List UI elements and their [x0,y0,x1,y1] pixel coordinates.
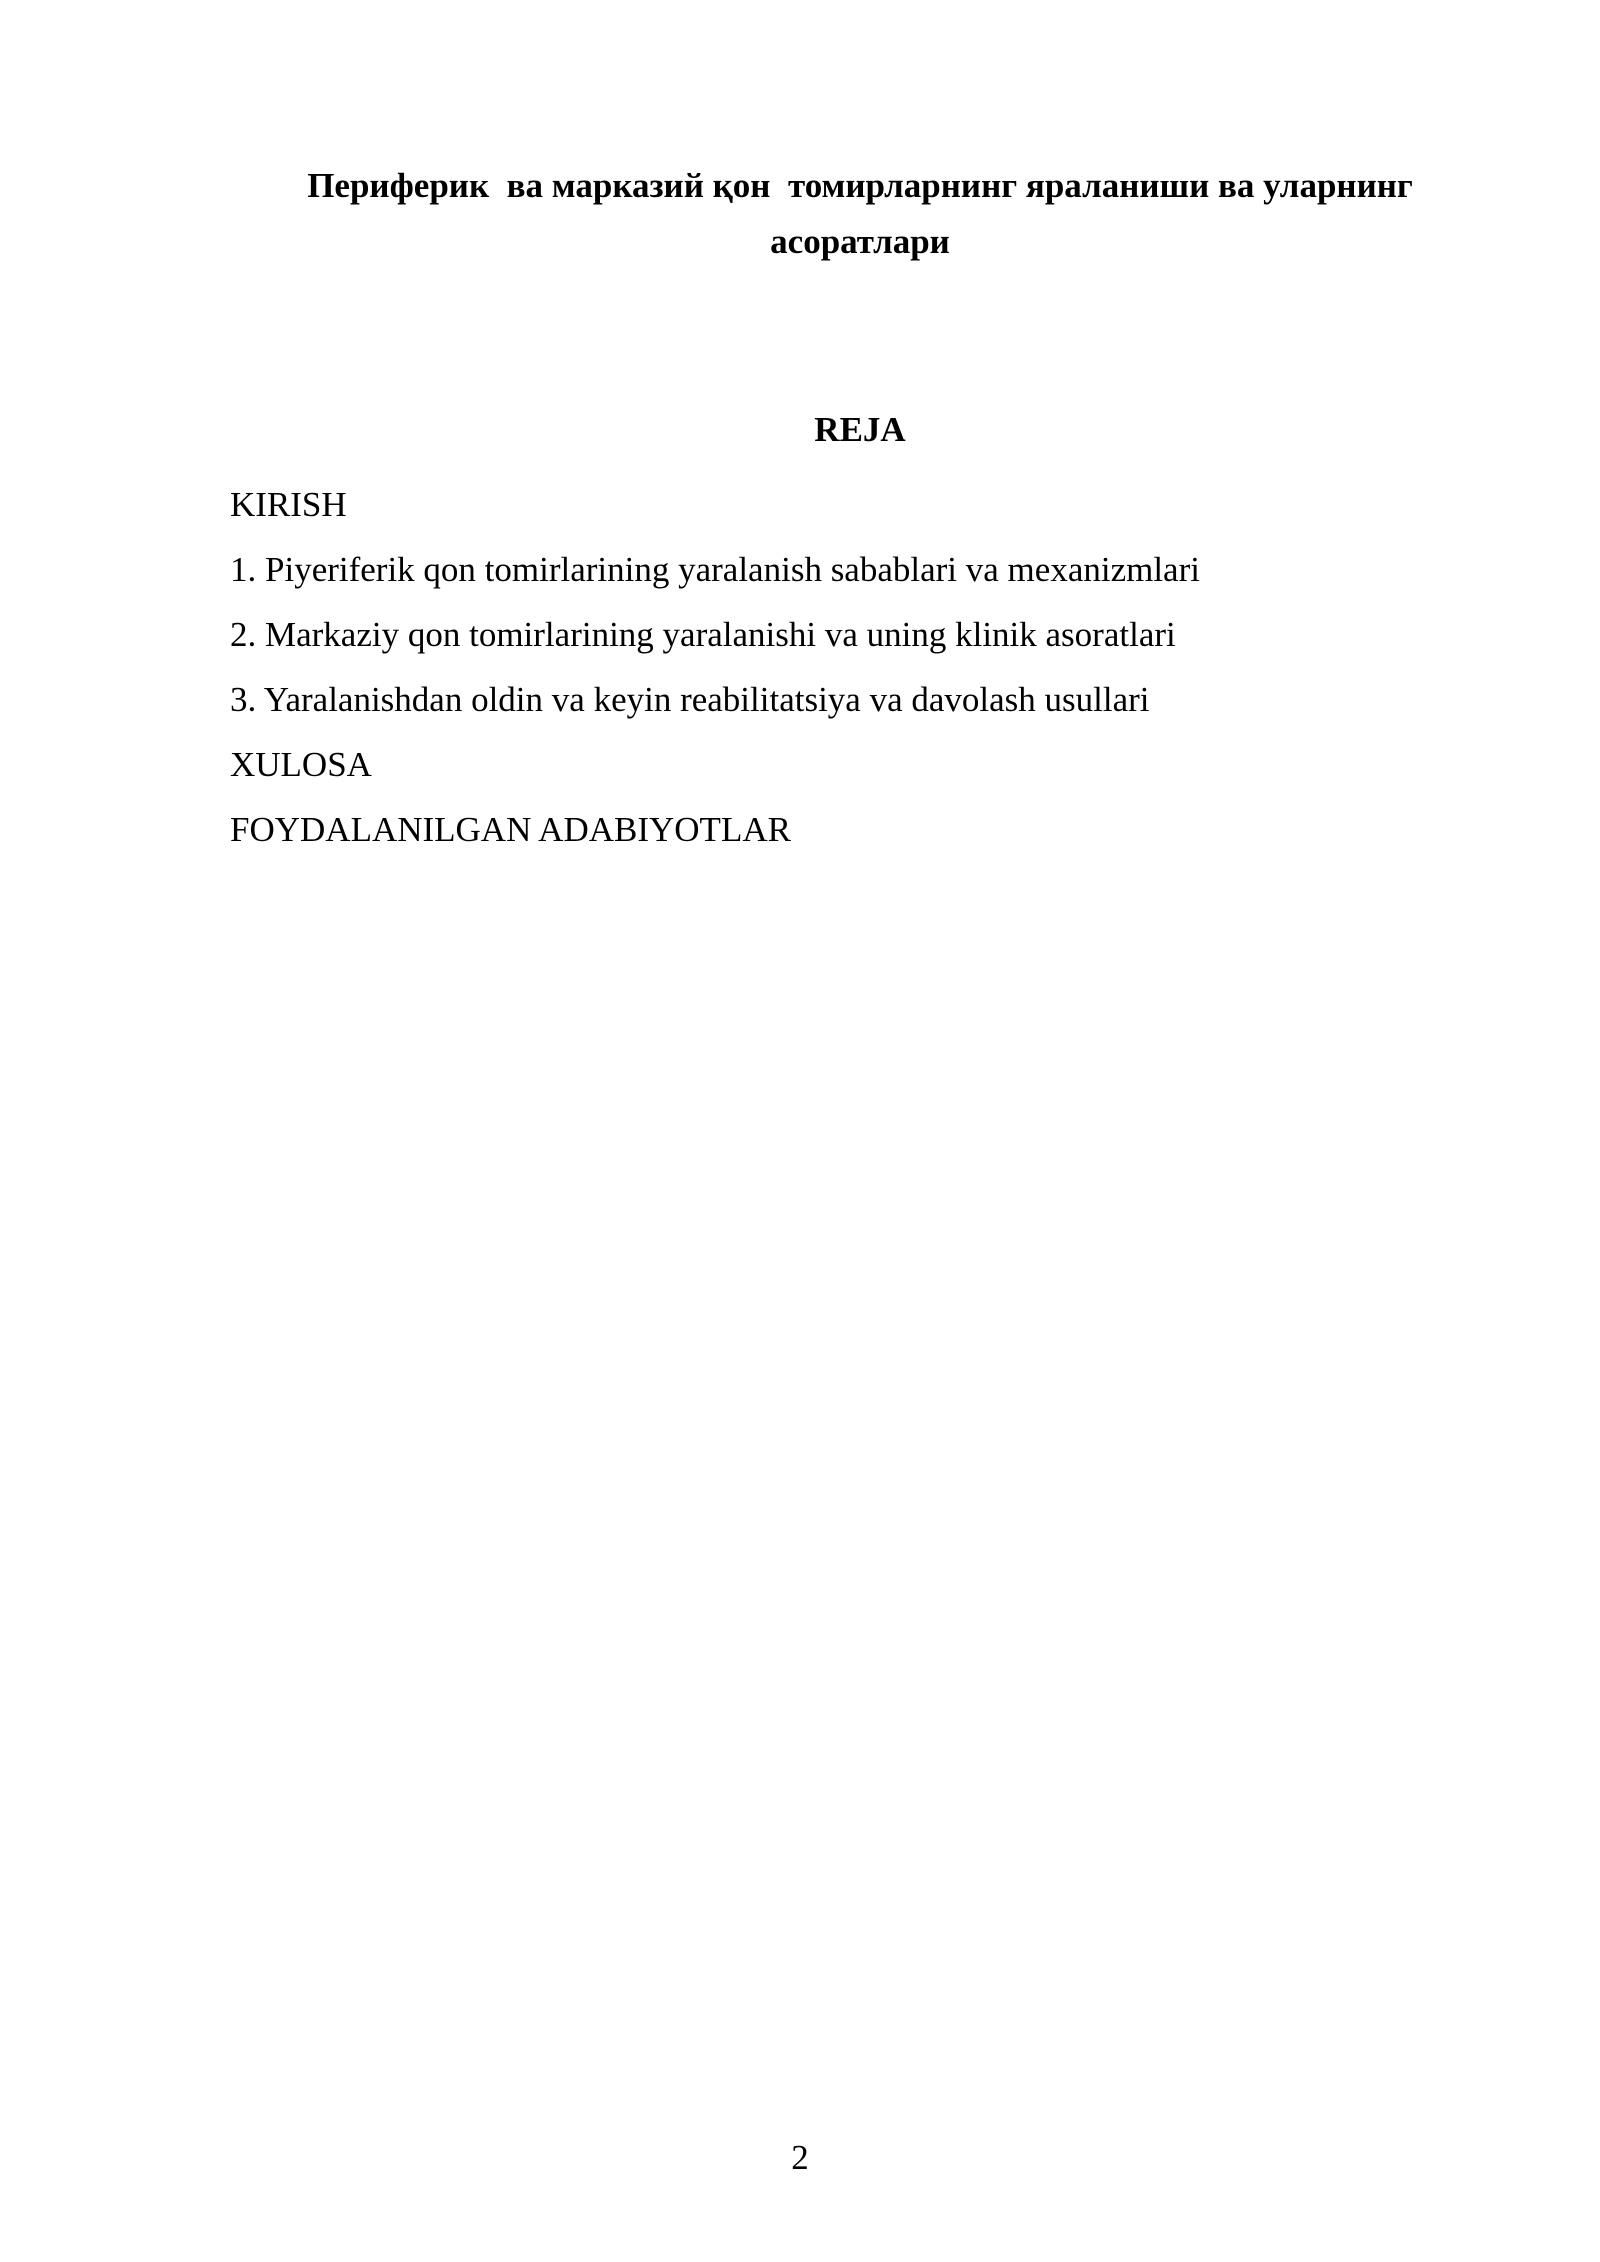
page-number: 2 [791,2138,809,2177]
plan-item-references: FOYDALANILGAN ADABIYOTLAR [230,810,791,849]
plan-item-3: 3. Yaralanishdan oldin va keyin reabilitatsiya va davolash usullari [230,680,1150,719]
plan-item-conclusion: XULOSA [230,745,372,784]
document-title [230,158,1490,270]
title-line-1: Периферик ва марказий қон томирларнинг яраланиши ва уларнинг [307,166,1413,205]
plan-item-1: 1. Piyeriferik qon tomirlarining yaralanish sabablari va mexanizmlari [230,550,1200,589]
plan-item-introduction: KIRISH [230,485,347,524]
plan-item-2: 2. Markaziy qon tomirlarining yaralanishi va uning klinik asoratlari [230,615,1176,654]
plan-heading: REJA [814,410,906,449]
title-line-2: асоратлари [770,222,950,261]
plan-list [230,472,1490,862]
